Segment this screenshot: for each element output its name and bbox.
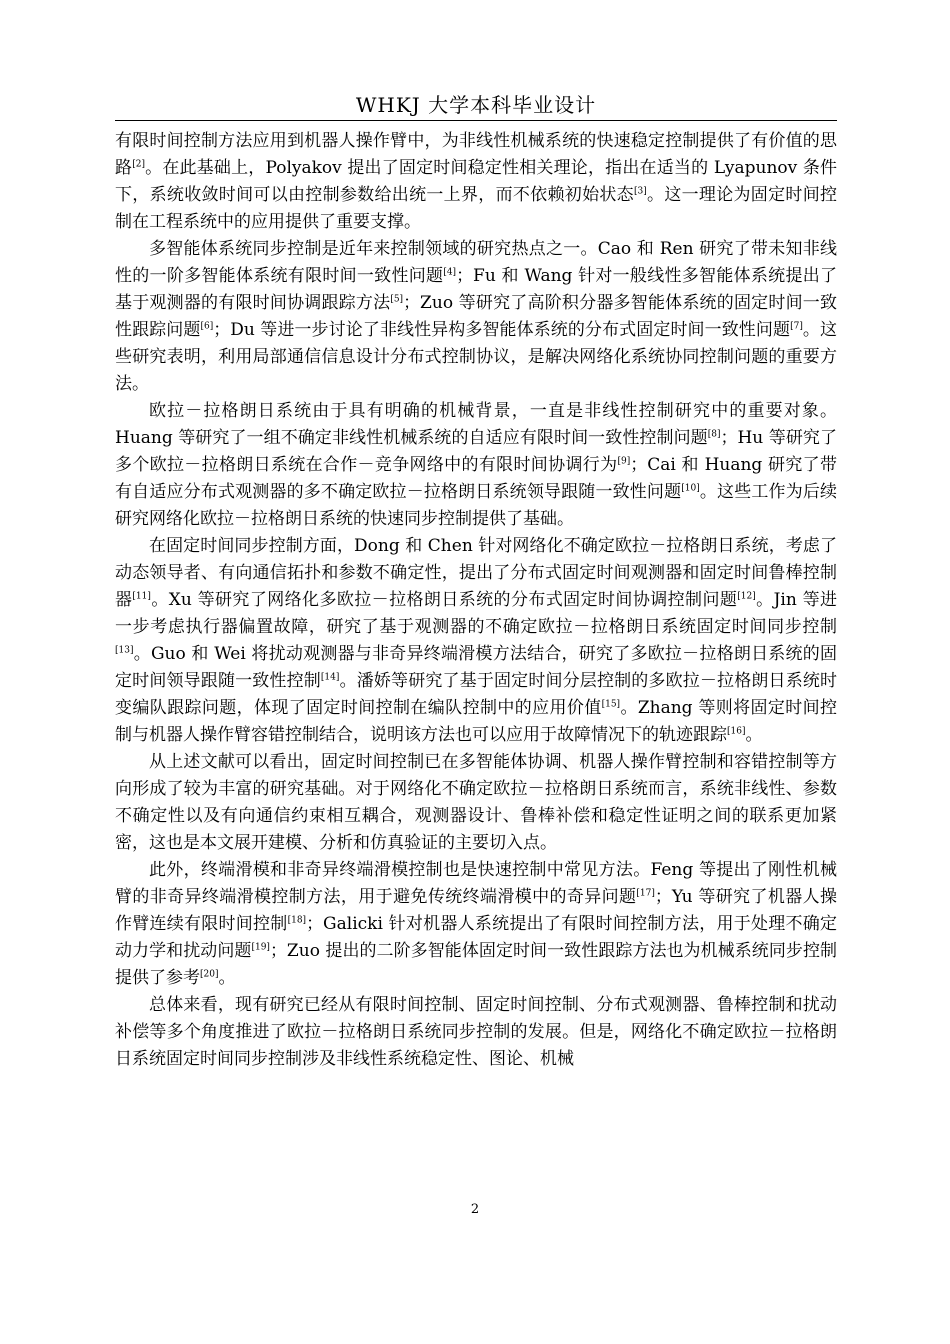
paragraph-text: 。Guo 和 Wei 将扰动观测器与非奇异终端滑模方法结合，研究了多欧拉－拉格朗日系统的固定时间领导跟随一致性控制 (115, 644, 837, 691)
paragraph-text: 。Jin 等进一步考虑执行器偏置故障，研究了基于观测器的不确定欧拉－拉格朗日系统固定时间同步控制 (115, 590, 838, 637)
paragraph-text: 欧拉－拉格朗日系统由于具有明确的机械背景，一直是非线性控制研究中的重要对象。Huang 等研究了一组不确定非线性机械系统的自适应有限时间一致性控制问题 (115, 401, 837, 448)
paragraph (115, 992, 837, 1073)
citation-ref: [3] (633, 186, 647, 197)
paragraph-text: 。这些研究表明，利用局部通信信息设计分布式控制协议，是解决网络化系统协同控制问题的重要方法。 (115, 320, 838, 394)
paragraph-text: 有限时间控制方法应用到机器人操作臂中，为非线性机械系统的快速稳定控制提供了有价值的思路 (115, 131, 837, 178)
paragraph (115, 128, 837, 236)
citation-ref: [19] (251, 942, 270, 953)
paragraph-text: 。Xu 等研究了网络化多欧拉－拉格朗日系统的分布式固定时间协调控制问题 (150, 590, 738, 610)
citation-ref: [18] (287, 915, 307, 926)
paragraph-text: 从上述文献可以看出，固定时间控制已在多智能体协调、机器人操作臂控制和容错控制等方向形成了较为丰富的研究基础。对于网络化不确定欧拉－拉格朗日系统而言，系统非线性、参数不确定性以及有向通信约束相互耦合，观测器设计、鲁棒补偿和稳定性证明之间的联系更加紧密，这也是本文展开建模、分析和仿真验证的主要切入点。 (115, 752, 837, 853)
paragraph-text: ；Zuo 提出的二阶多智能体固定时间一致性跟踪方法也为机械系统同步控制提供了参考 (115, 941, 838, 988)
body-text (115, 128, 837, 1073)
paragraph-text: ；Yu 等研究了机器人操作臂连续有限时间控制 (115, 887, 837, 934)
paragraph (115, 398, 837, 533)
paragraph-text: 此外，终端滑模和非奇异终端滑模控制也是快速控制中常见方法。Feng 等提出了刚性机械臂的非奇异终端滑模控制方法，用于避免传统终端滑模中的奇异问题 (115, 860, 837, 907)
paragraph-text: 。 (745, 725, 763, 745)
citation-ref: [8] (707, 429, 721, 440)
citation-ref: [20] (200, 969, 219, 980)
paragraph-text: 。Zhang 等则将固定时间控制与机器人操作臂容错控制结合，说明该方法也可以应用于故障情况下的轨迹跟踪 (115, 698, 837, 745)
paragraph (115, 857, 837, 992)
paragraph-text: ；Cai 和 Huang 研究了带有自适应分布式观测器的多不确定欧拉－拉格朗日系统领导跟随一致性问题 (115, 455, 838, 502)
paragraph-text: 。这些工作为后续研究网络化欧拉－拉格朗日系统的快速同步控制提供了基础。 (115, 482, 838, 529)
citation-ref: [14] (320, 672, 340, 683)
citation-ref: [13] (115, 645, 134, 656)
paragraph-text: 。 (218, 968, 236, 988)
paragraph-text: 在固定时间同步控制方面，Dong 和 Chen 针对网络化不确定欧拉－拉格朗日系统，考虑了动态领导者、有向通信拓扑和参数不确定性，提出了分布式固定时间观测器和固定时间鲁棒控制器 (115, 536, 837, 610)
paragraph-text: 。这一理论为固定时间控制在工程系统中的应用提供了重要支撑。 (115, 185, 838, 232)
citation-ref: [16] (727, 726, 746, 737)
paragraph-text: ；Du 等进一步讨论了非线性异构多智能体系统的分布式固定时间一致性问题 (213, 320, 791, 340)
paragraph-text: ；Zuo 等研究了高阶积分器多智能体系统的固定时间一致性跟踪问题 (115, 293, 838, 340)
paragraph (115, 236, 837, 398)
paragraph-text: 多智能体系统同步控制是近年来控制领域的研究热点之一。Cao 和 Ren 研究了带未知非线性的一阶多智能体系统有限时间一致性问题 (115, 239, 837, 286)
paragraph-text: 。在此基础上，Polyakov 提出了固定时间稳定性相关理论，指出在适当的 Lyapunov 条件下，系统收敛时间可以由控制参数给出统一上界，而不依赖初始状态 (115, 158, 838, 205)
citation-ref: [10] (681, 483, 700, 494)
paragraph-text: 。潘娇等研究了基于固定时间分层控制的多欧拉－拉格朗日系统时变编队跟踪问题，体现了固定时间控制在编队控制中的应用价值 (115, 671, 838, 718)
paragraph-text: 总体来看，现有研究已经从有限时间控制、固定时间控制、分布式观测器、鲁棒控制和扰动补偿等多个角度推进了欧拉－拉格朗日系统同步控制的发展。但是，网络化不确定欧拉－拉格朗日系统固定时间同步控制涉及非线性系统稳定性、图论、机械 (115, 995, 837, 1069)
paragraph (115, 533, 837, 749)
citation-ref: [9] (617, 456, 631, 467)
header-divider (115, 120, 837, 121)
paragraph-text: ；Galicki 针对机器人系统提出了有限时间控制方法，用于处理不确定动力学和扰动问题 (115, 914, 837, 961)
page-header-title: WHKJ 大学本科毕业设计 (355, 93, 597, 117)
citation-ref: [11] (132, 591, 151, 602)
citation-ref: [7] (790, 321, 803, 332)
citation-ref: [2] (132, 159, 145, 170)
paragraph-text: ；Hu 等研究了多个欧拉－拉格朗日系统在合作－竞争网络中的有限时间协调行为 (115, 428, 837, 475)
paragraph (115, 749, 837, 857)
page-number: 2 (470, 1202, 480, 1217)
citation-ref: [15] (601, 699, 621, 710)
citation-ref: [6] (200, 321, 214, 332)
citation-ref: [17] (636, 888, 655, 899)
citation-ref: [12] (737, 591, 756, 602)
paragraph-text: ；Fu 和 Wang 针对一般线性多智能体系统提出了基于观测器的有限时间协调跟踪方法 (115, 266, 838, 313)
citation-ref: [4] (443, 267, 457, 278)
citation-ref: [5] (390, 294, 404, 305)
